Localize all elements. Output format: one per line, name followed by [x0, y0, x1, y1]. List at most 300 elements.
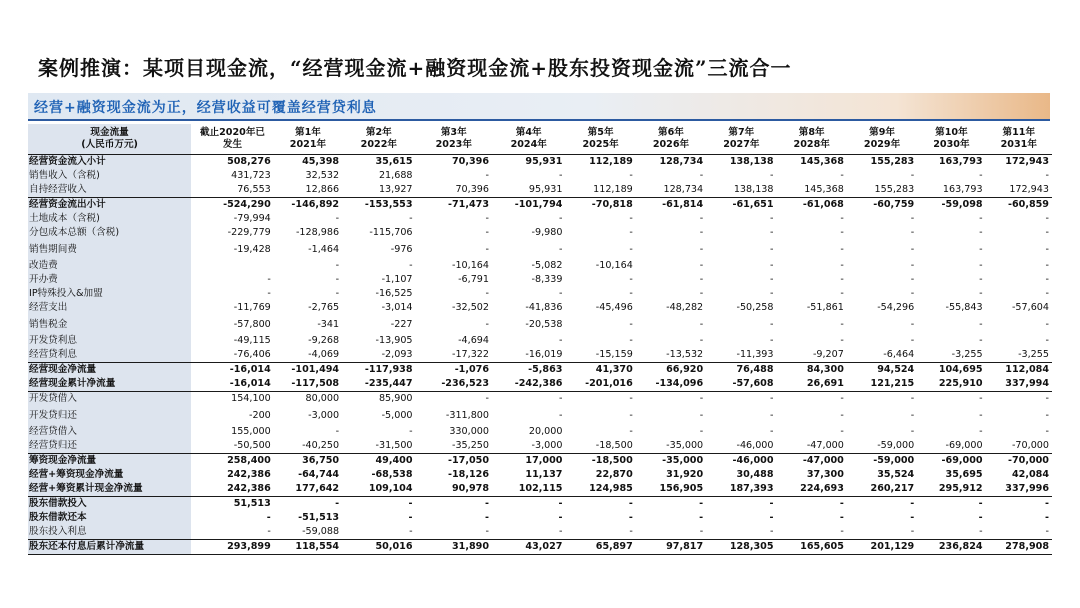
table-cell: -229,779 — [227, 227, 271, 238]
table-cell: -1,464 — [308, 244, 340, 255]
column-header-line1: 第4年 — [515, 127, 542, 138]
table-cell: - — [485, 512, 490, 523]
table-cell: - — [847, 392, 917, 407]
table-cell: -57,800 — [233, 319, 271, 330]
table-cell: - — [416, 497, 492, 512]
table-cell: 508,276 — [227, 156, 271, 167]
row-label: 经营现金净流量 — [28, 363, 191, 378]
table-cell: - — [492, 392, 565, 407]
table-cell: - — [558, 512, 563, 523]
table-row — [28, 392, 1052, 407]
table-cell: 172,943 — [1009, 184, 1049, 195]
column-header — [416, 124, 492, 155]
row-label: 销售期间费 — [28, 240, 191, 259]
table-cell: - — [274, 497, 342, 512]
table-row — [28, 540, 1052, 555]
table-cell: - — [777, 497, 847, 512]
table-cell: 41,370 — [565, 363, 635, 378]
table-cell: - — [699, 410, 704, 421]
table-row — [28, 287, 1052, 301]
table-cell: - — [847, 497, 917, 512]
table-cell: - — [840, 319, 844, 330]
table-cell: -47,000 — [806, 440, 844, 451]
table-cell: - — [629, 274, 633, 285]
row-label: 改造费 — [28, 259, 191, 273]
table-cell: - — [770, 426, 774, 437]
table-cell: -70,000 — [1011, 440, 1049, 451]
table-cell: -68,538 — [371, 469, 413, 480]
table-cell: - — [840, 227, 844, 238]
table-cell: - — [777, 392, 847, 407]
row-label: 经营+筹资累计现金净流量 — [28, 482, 191, 497]
table-cell: 70,396 — [451, 156, 490, 167]
table-cell: 121,215 — [870, 378, 915, 389]
table-cell: - — [910, 410, 915, 421]
table-cell: 236,824 — [917, 540, 985, 555]
column-header-line2: 2025年 — [582, 139, 619, 150]
table-cell: - — [1045, 260, 1049, 271]
column-header — [777, 124, 847, 155]
table-row — [28, 198, 1052, 213]
table-cell: 95,931 — [525, 156, 563, 167]
table-cell: -16,014 — [191, 363, 274, 378]
table-cell: - — [699, 274, 704, 285]
table-cell: - — [342, 497, 415, 512]
row-label: 开发贷借入 — [28, 392, 191, 407]
table-cell: - — [910, 426, 915, 437]
table-row — [28, 497, 1052, 512]
table-cell: -20,538 — [525, 319, 563, 330]
page-title: 案例推演：某项目现金流，“经营现金流+融资现金流+股东投资现金流”三流合一 — [38, 56, 792, 80]
table-cell: - — [565, 497, 635, 512]
table-cell: 187,393 — [729, 483, 774, 494]
table-cell: 278,908 — [986, 540, 1052, 555]
table-cell: 112,084 — [986, 363, 1052, 378]
column-header — [28, 124, 191, 155]
table-cell: -976 — [390, 244, 413, 255]
table-cell: - — [1045, 227, 1049, 238]
table-cell: - — [917, 392, 985, 407]
table-cell: - — [1045, 319, 1049, 330]
row-label: 经营支出 — [28, 301, 191, 315]
table-row — [28, 348, 1052, 363]
table-cell: -10,164 — [595, 260, 633, 271]
row-label: 销售收入（含税) — [28, 169, 191, 183]
table-cell: -235,447 — [364, 378, 413, 389]
row-label: 经营资金流入小计 — [28, 155, 191, 170]
table-cell: - — [706, 497, 776, 512]
table-cell: 225,910 — [938, 378, 983, 389]
table-cell: -16,019 — [525, 349, 563, 360]
table-cell: - — [770, 274, 774, 285]
table-cell: -8,339 — [531, 274, 563, 285]
row-label: IP特殊投入&加盟 — [28, 287, 191, 301]
table-cell: - — [558, 170, 563, 181]
table-cell: - — [986, 497, 1052, 512]
table-cell: -4,694 — [458, 335, 490, 346]
table-cell: - — [770, 410, 774, 421]
row-label: 经营贷归还 — [28, 439, 191, 454]
table-cell: -55,843 — [945, 302, 983, 313]
table-cell: - — [335, 288, 340, 299]
row-label: 开发贷利息 — [28, 334, 191, 348]
column-header — [706, 124, 776, 155]
table-row — [28, 406, 1052, 425]
table-cell: - — [629, 213, 633, 224]
column-header-line2: 2030年 — [933, 139, 970, 150]
table-cell: -3,000 — [308, 410, 340, 421]
table-cell: 155,283 — [870, 156, 915, 167]
table-cell: 104,695 — [917, 363, 985, 378]
column-header-line2: (人民币万元) — [81, 139, 138, 150]
table-cell: 17,000 — [492, 454, 565, 469]
table-cell: 84,300 — [777, 363, 847, 378]
column-header — [492, 124, 565, 155]
table-cell: - — [485, 213, 490, 224]
table-cell: - — [699, 288, 704, 299]
table-cell: - — [485, 288, 490, 299]
table-cell: - — [485, 526, 490, 537]
table-cell: 11,137 — [525, 469, 563, 480]
table-cell: - — [1045, 170, 1049, 181]
table-cell: -35,000 — [636, 454, 706, 469]
table-cell: -15,159 — [595, 349, 633, 360]
table-cell: -1,107 — [381, 274, 413, 285]
row-label: 股东投入利息 — [28, 525, 191, 540]
table-cell: - — [485, 170, 490, 181]
table-cell: -46,000 — [736, 440, 774, 451]
table-cell: - — [629, 335, 633, 346]
table-cell: 165,605 — [777, 540, 847, 555]
table-cell: 154,100 — [191, 392, 274, 407]
table-row — [28, 363, 1052, 378]
table-cell: -1,076 — [416, 363, 492, 378]
table-cell: - — [840, 244, 844, 255]
table-cell: - — [910, 526, 915, 537]
table-row — [28, 273, 1052, 287]
table-cell: -146,892 — [274, 198, 342, 213]
row-label: 筹资现金净流量 — [28, 454, 191, 469]
table-row — [28, 454, 1052, 469]
table-header-row — [28, 124, 1052, 155]
table-cell: - — [1045, 512, 1049, 523]
table-cell: -61,651 — [706, 198, 776, 213]
table-cell: - — [1045, 335, 1049, 346]
row-label: 土地成本（含税) — [28, 212, 191, 226]
table-cell: 201,129 — [847, 540, 917, 555]
table-cell: -3,000 — [531, 440, 563, 451]
table-cell: -5,863 — [492, 363, 565, 378]
table-cell: -40,250 — [302, 440, 340, 451]
table-cell: - — [979, 227, 983, 238]
row-label: 经营现金累计净流量 — [28, 377, 191, 392]
table-cell: -57,608 — [732, 378, 774, 389]
table-cell: - — [699, 260, 704, 271]
table-cell: - — [979, 410, 983, 421]
table-cell: - — [699, 319, 704, 330]
table-cell: 124,985 — [589, 483, 633, 494]
table-row — [28, 511, 1052, 525]
table-cell: -70,818 — [565, 198, 635, 213]
table-cell: - — [770, 526, 774, 537]
table-cell: - — [910, 213, 915, 224]
table-cell: -69,000 — [917, 454, 985, 469]
table-cell: - — [910, 170, 915, 181]
table-cell: -16,525 — [375, 288, 413, 299]
table-cell: 70,396 — [455, 184, 490, 195]
column-header-line1: 第2年 — [365, 127, 392, 138]
table-cell: -60,859 — [986, 198, 1052, 213]
table-cell: - — [416, 392, 492, 407]
table-cell: 112,189 — [589, 156, 633, 167]
table-cell: -32,502 — [451, 302, 490, 313]
table-cell: - — [1045, 213, 1049, 224]
table-cell: - — [409, 426, 413, 437]
row-label: 经营贷利息 — [28, 348, 191, 363]
table-cell: - — [979, 426, 983, 437]
column-header-line1: 第5年 — [587, 127, 614, 138]
table-cell: 138,138 — [729, 156, 774, 167]
table-cell: - — [979, 526, 983, 537]
table-cell: 145,368 — [800, 156, 844, 167]
row-label: 经营贷借入 — [28, 425, 191, 439]
table-cell: - — [629, 244, 633, 255]
table-cell: - — [267, 274, 271, 285]
table-cell: -31,500 — [375, 440, 413, 451]
table-row — [28, 334, 1052, 348]
column-header-line1: 截止2020年已 — [199, 127, 266, 138]
table-cell: - — [979, 244, 983, 255]
table-cell: - — [706, 392, 776, 407]
table-cell: 138,138 — [733, 184, 774, 195]
row-label: 开办费 — [28, 273, 191, 287]
table-row — [28, 301, 1052, 315]
table-cell: -134,096 — [655, 378, 704, 389]
table-cell: -71,473 — [416, 198, 492, 213]
table-cell: - — [565, 392, 635, 407]
table-cell: -9,268 — [308, 335, 340, 346]
table-cell: - — [699, 227, 704, 238]
table-cell: 295,912 — [938, 483, 983, 494]
table-cell: -2,765 — [308, 302, 340, 313]
column-header-line1: 第11年 — [1002, 127, 1036, 138]
table-cell: 109,104 — [368, 483, 413, 494]
table-cell: -5,082 — [531, 260, 563, 271]
table-cell: - — [266, 512, 271, 523]
table-cell: 128,305 — [706, 540, 776, 555]
table-cell: - — [770, 170, 774, 181]
table-cell: 65,897 — [565, 540, 635, 555]
table-cell: - — [1045, 288, 1049, 299]
table-cell: - — [699, 526, 704, 537]
table-cell: 36,750 — [274, 454, 342, 469]
column-header-line2: 2022年 — [360, 139, 397, 150]
column-header — [847, 124, 917, 155]
column-header — [636, 124, 706, 155]
column-header — [342, 124, 415, 155]
table-cell: - — [335, 274, 340, 285]
table-cell: -60,759 — [847, 198, 917, 213]
table-cell: 30,488 — [736, 469, 774, 480]
table-cell: -70,000 — [986, 454, 1052, 469]
table-row — [28, 240, 1052, 259]
table-cell: -50,258 — [736, 302, 774, 313]
table-cell: - — [558, 526, 563, 537]
row-label: 开发贷归还 — [28, 406, 191, 425]
table-cell: - — [770, 227, 774, 238]
summary-banner — [28, 93, 1050, 119]
table-cell: -227 — [390, 319, 413, 330]
table-cell: -41,836 — [525, 302, 563, 313]
table-cell: 22,870 — [595, 469, 633, 480]
table-cell: -200 — [249, 410, 271, 421]
table-cell: 90,978 — [451, 483, 490, 494]
table-cell: 31,920 — [666, 469, 704, 480]
table-cell: -341 — [317, 319, 340, 330]
table-cell: 118,554 — [274, 540, 342, 555]
table-cell: 242,386 — [227, 469, 271, 480]
table-cell: - — [485, 244, 490, 255]
table-cell: -128,986 — [295, 227, 340, 238]
table-cell: -101,494 — [274, 363, 342, 378]
table-cell: - — [910, 288, 915, 299]
table-cell: -49,115 — [233, 335, 271, 346]
table-cell: -79,994 — [233, 213, 271, 224]
table-cell: 76,488 — [706, 363, 776, 378]
table-cell: 51,513 — [191, 497, 274, 512]
table-cell: - — [979, 274, 983, 285]
table-cell: - — [979, 319, 983, 330]
row-label: 自持经营收入 — [28, 183, 191, 198]
table-cell: - — [335, 213, 340, 224]
table-row — [28, 226, 1052, 240]
table-cell: - — [335, 426, 340, 437]
table-cell: 155,000 — [231, 426, 271, 437]
column-header-line1: 第10年 — [935, 127, 968, 138]
table-cell: -153,553 — [342, 198, 415, 213]
table-cell: 258,400 — [191, 454, 274, 469]
table-cell: -524,290 — [191, 198, 274, 213]
cash-flow-table — [28, 124, 1052, 555]
column-header-line1: 第6年 — [658, 127, 684, 138]
table-cell: - — [979, 213, 983, 224]
table-cell: -50,500 — [233, 440, 271, 451]
table-cell: - — [558, 213, 563, 224]
table-cell: - — [910, 512, 915, 523]
table-row — [28, 155, 1052, 170]
table-cell: -35,250 — [451, 440, 490, 451]
row-label: 销售税金 — [28, 315, 191, 334]
table-cell: - — [409, 213, 413, 224]
table-cell: 32,532 — [305, 170, 340, 181]
table-cell: -47,000 — [777, 454, 847, 469]
row-label: 股东还本付息后累计净流量 — [28, 540, 191, 555]
table-cell: - — [629, 227, 633, 238]
table-cell: -51,861 — [806, 302, 844, 313]
table-cell: -242,386 — [514, 378, 563, 389]
table-cell: 35,524 — [877, 469, 915, 480]
column-header-line2: 2031年 — [1000, 139, 1037, 150]
table-cell: - — [840, 526, 844, 537]
row-label: 经营+筹资现金净流量 — [28, 468, 191, 482]
table-row — [28, 482, 1052, 497]
column-header-line2: 2029年 — [863, 139, 901, 150]
column-header-line1: 第3年 — [440, 127, 467, 138]
table-cell: - — [699, 170, 704, 181]
table-cell: - — [1045, 274, 1049, 285]
table-cell: -3,255 — [951, 349, 983, 360]
table-cell: -64,744 — [298, 469, 340, 480]
column-header-line2: 2023年 — [435, 139, 472, 150]
table-cell: - — [699, 426, 704, 437]
table-cell: -18,500 — [595, 440, 633, 451]
table-row — [28, 212, 1052, 226]
table-cell: -59,098 — [917, 198, 985, 213]
table-cell: - — [979, 288, 983, 299]
table-cell: - — [267, 288, 271, 299]
column-header-line2: 2024年 — [510, 139, 547, 150]
row-label: 股东借款投入 — [28, 497, 191, 512]
table-cell: - — [636, 497, 706, 512]
table-cell: 163,793 — [938, 156, 983, 167]
table-cell: - — [558, 244, 563, 255]
table-cell: 50,016 — [342, 540, 415, 555]
table-cell: 155,283 — [874, 184, 915, 195]
table-cell: 35,615 — [375, 156, 413, 167]
table-cell: 330,000 — [449, 426, 490, 437]
table-cell: 260,217 — [870, 483, 915, 494]
table-row — [28, 468, 1052, 482]
table-cell: - — [840, 260, 844, 271]
table-cell: - — [558, 410, 563, 421]
table-cell: - — [1045, 426, 1049, 437]
table-cell: 85,900 — [342, 392, 415, 407]
row-label: 股东借款还本 — [28, 511, 191, 525]
column-header-line1: 第8年 — [798, 127, 825, 138]
table-cell: 128,734 — [659, 156, 704, 167]
table-cell: 21,688 — [378, 170, 413, 181]
table-cell: -117,508 — [291, 378, 340, 389]
table-cell: 66,920 — [636, 363, 706, 378]
column-header-line2: 2027年 — [723, 139, 760, 150]
table-cell: -76,406 — [233, 349, 271, 360]
table-cell — [191, 259, 274, 273]
column-header-line1: 第1年 — [295, 127, 321, 138]
table-cell: 112,189 — [593, 184, 633, 195]
table-cell: - — [770, 244, 774, 255]
table-cell: 177,642 — [295, 483, 340, 494]
table-cell: - — [839, 512, 844, 523]
table-cell: - — [1045, 526, 1049, 537]
table-cell: -18,500 — [565, 454, 635, 469]
table-row — [28, 525, 1052, 540]
table-cell: -3,014 — [381, 302, 413, 313]
table-cell: -46,000 — [706, 454, 776, 469]
table-cell: -18,126 — [448, 469, 490, 480]
table-cell: -311,800 — [445, 410, 490, 421]
table-cell: -101,794 — [492, 198, 565, 213]
table-cell: 45,398 — [302, 156, 340, 167]
table-cell: 42,084 — [1011, 469, 1049, 480]
table-cell: - — [979, 335, 983, 346]
table-cell: - — [978, 512, 983, 523]
table-cell: -45,496 — [595, 302, 633, 313]
table-cell: - — [636, 392, 706, 407]
table-cell: - — [979, 260, 983, 271]
table-cell: -35,000 — [666, 440, 704, 451]
table-cell: 20,000 — [528, 426, 563, 437]
column-header-line2: 2026年 — [652, 139, 690, 150]
